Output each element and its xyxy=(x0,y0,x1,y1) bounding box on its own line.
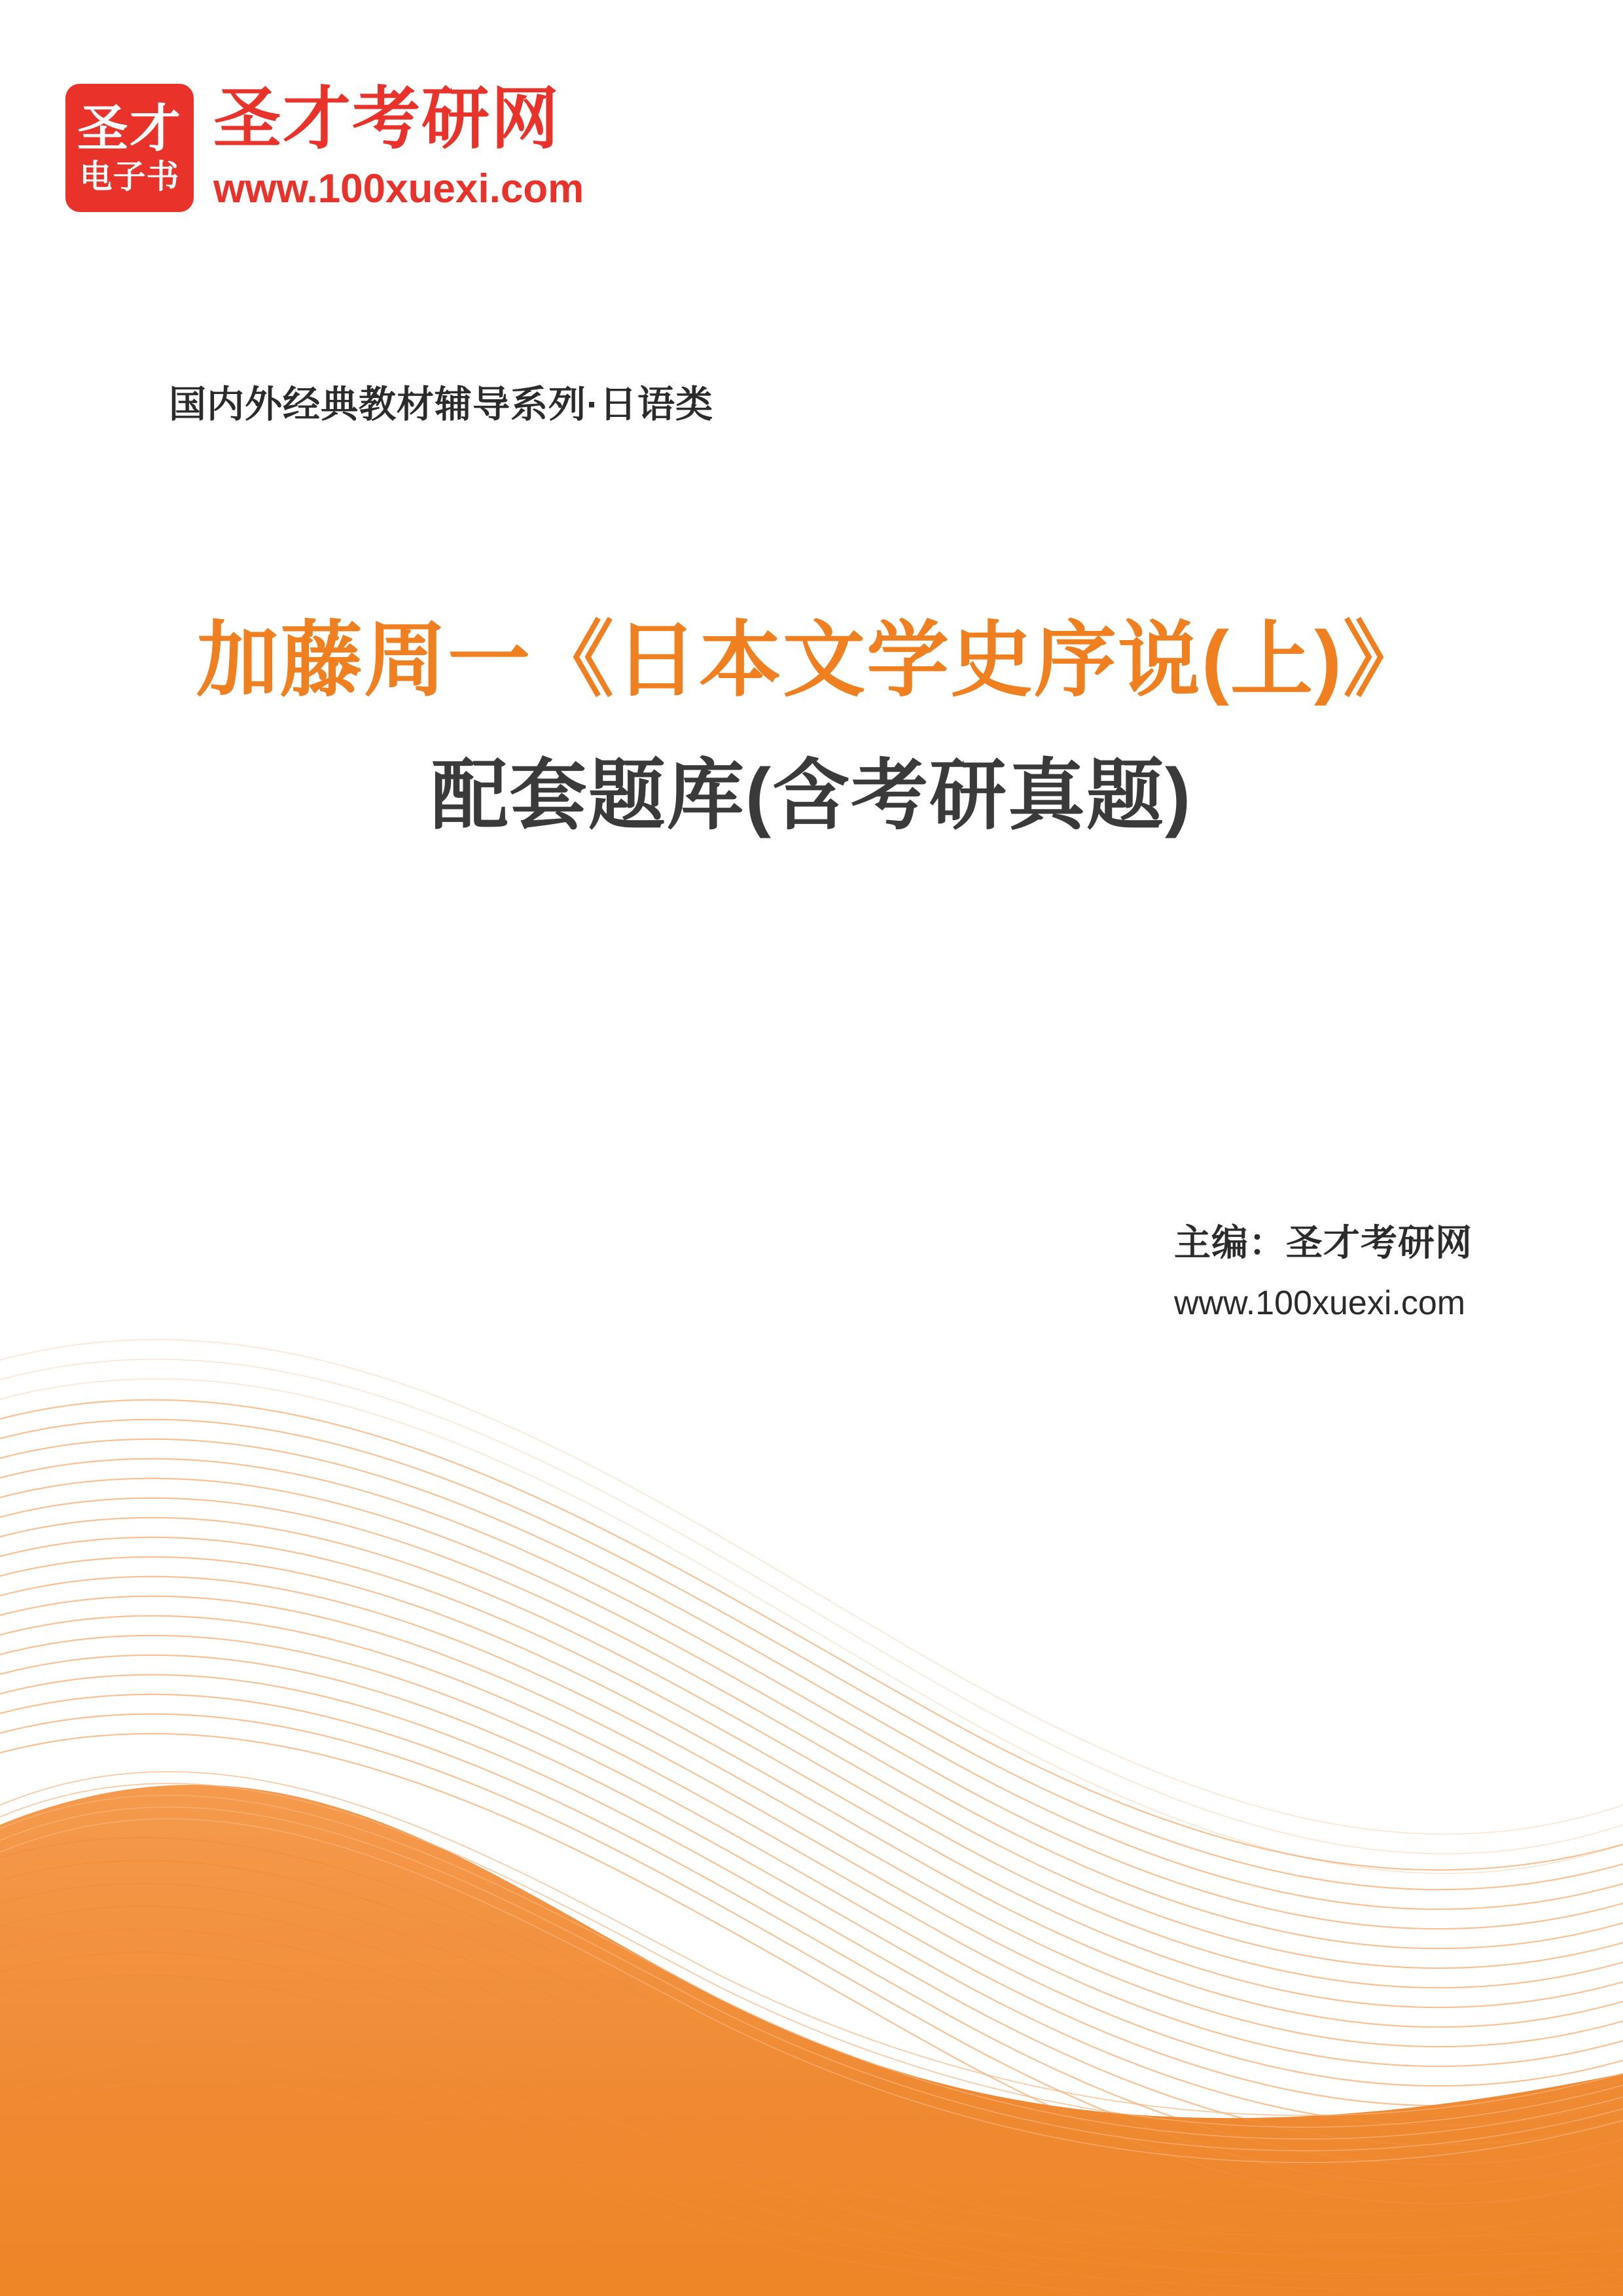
logo-mark-top-text: 圣才 xyxy=(77,99,182,157)
editor-label: 主编：圣才考研网 xyxy=(1174,1222,1472,1263)
title-line-secondary: 配套题库(含考研真题) xyxy=(431,752,1192,839)
logo-text-block xyxy=(213,81,584,212)
brand-logo xyxy=(65,81,584,212)
series-label: 国内外经典教材辅导系列·日语类 xyxy=(169,384,713,425)
editor-url: www.100xuexi.com xyxy=(1174,1284,1466,1322)
logo-mark-icon xyxy=(65,84,194,212)
page-title xyxy=(0,609,1623,846)
title-line-primary: 加藤周一《日本文学史序说(上)》 xyxy=(196,614,1427,706)
logo-mark-bottom-text: 电子书 xyxy=(79,158,180,195)
brand-url: www.100xuexi.com xyxy=(213,166,584,212)
editor-info xyxy=(1174,1214,1472,1323)
brand-name: 圣才考研网 xyxy=(213,81,561,157)
